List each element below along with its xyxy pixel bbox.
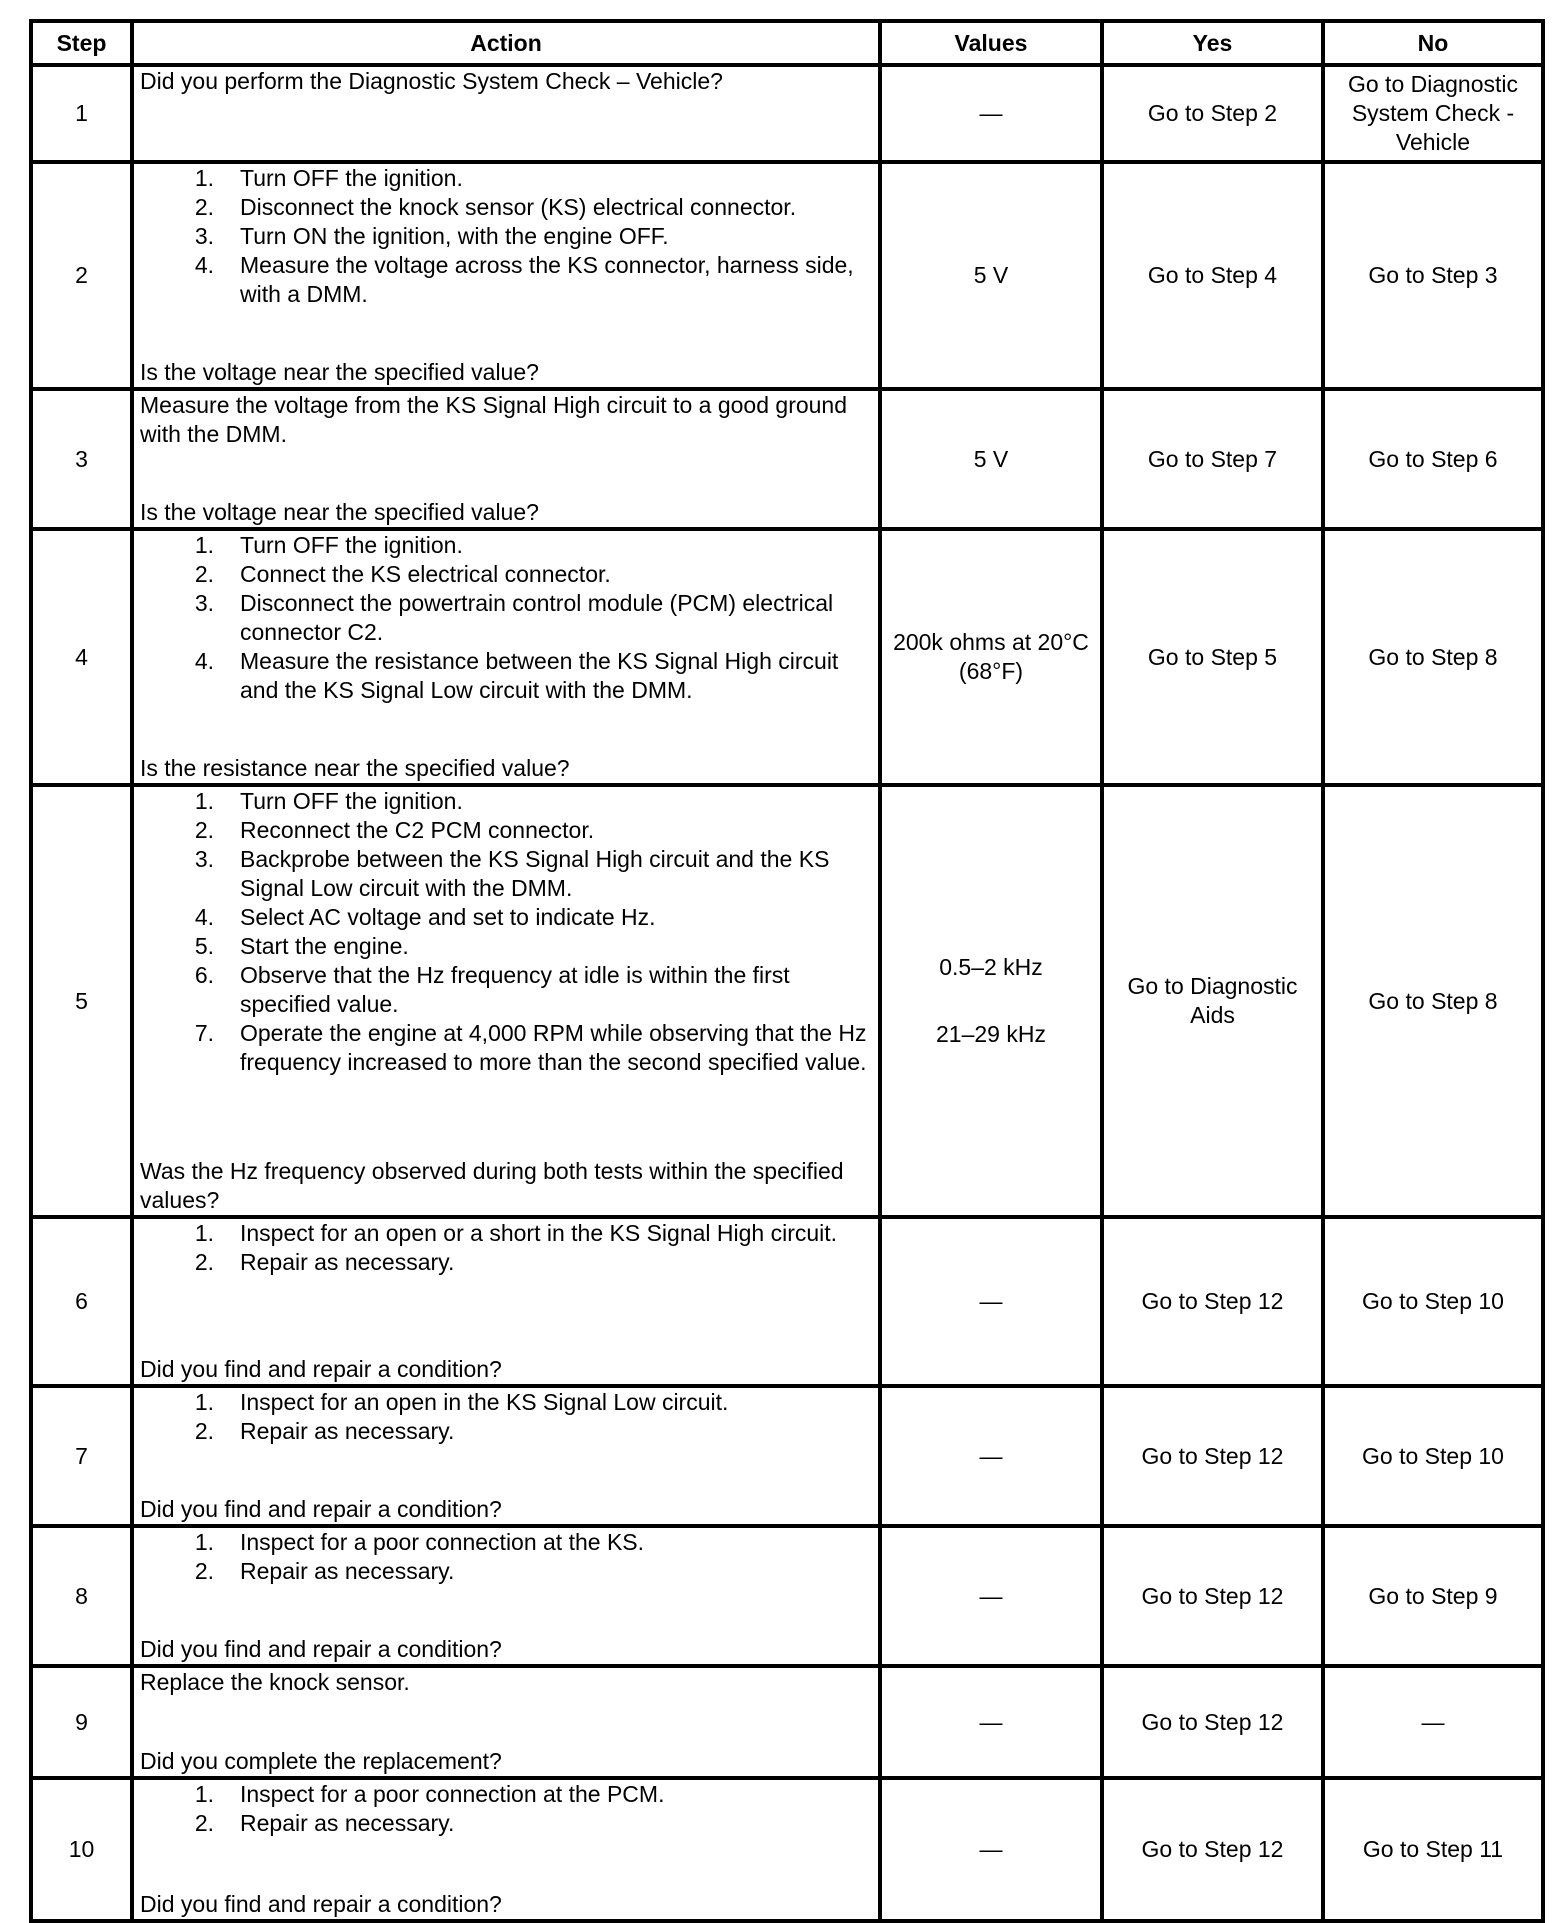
- table-row: [31, 1778, 1543, 1921]
- step-number: 5: [31, 785, 132, 1217]
- action-text: Did you perform the Diagnostic System Check – Vehicle?: [140, 68, 723, 94]
- yes-cell: Go to Step 2: [1102, 65, 1323, 162]
- action-steps-list: [140, 531, 872, 705]
- action-step-text: Inspect for an open in the KS Signal Low circuit.: [240, 1389, 729, 1415]
- action-cell: [132, 1778, 880, 1921]
- values-cell: [880, 785, 1102, 1217]
- action-step: [140, 164, 872, 193]
- action-step-text: Inspect for an open or a short in the KS Signal High circuit.: [240, 1220, 838, 1246]
- action-content: [140, 1780, 872, 1919]
- action-step-text: Reconnect the C2 PCM connector.: [240, 817, 595, 843]
- table-body: [31, 65, 1543, 1921]
- header-yes: Yes: [1102, 21, 1323, 65]
- action-cell: [132, 1526, 880, 1666]
- action-step: [140, 787, 872, 816]
- action-instructions: [140, 1219, 872, 1277]
- spec-value: 0.5–2 kHz: [939, 954, 1043, 980]
- spec-value: —: [979, 1288, 1003, 1314]
- step-number: 8: [31, 1526, 132, 1666]
- action-instructions: [140, 1388, 872, 1446]
- action-steps-list: [140, 164, 872, 309]
- action-step-number: 2.: [194, 1558, 214, 1584]
- yes-cell: Go to Diagnostic Aids: [1102, 785, 1323, 1217]
- table-row: [31, 1666, 1543, 1778]
- action-steps-list: [140, 1219, 872, 1277]
- yes-cell: Go to Step 12: [1102, 1217, 1323, 1386]
- action-step-number: 3.: [194, 590, 214, 616]
- action-content: [140, 1668, 872, 1776]
- action-step: [140, 560, 872, 589]
- action-step: [140, 903, 872, 932]
- no-cell: Go to Step 10: [1323, 1386, 1543, 1526]
- step-number: 3: [31, 389, 132, 529]
- action-step: [140, 1809, 872, 1838]
- no-cell: Go to Diagnostic System Check - Vehicle: [1323, 65, 1543, 162]
- action-step: [140, 251, 872, 309]
- action-step: [140, 647, 872, 705]
- action-step: [140, 1780, 872, 1809]
- action-steps-list: [140, 1388, 872, 1446]
- action-cell: [132, 389, 880, 529]
- no-cell: Go to Step 8: [1323, 529, 1543, 785]
- action-step-text: Backprobe between the KS Signal High circuit and the KS Signal Low circuit with the DMM.: [240, 846, 830, 901]
- action-question: Did you complete the replacement?: [140, 1748, 502, 1774]
- no-cell: Go to Step 9: [1323, 1526, 1543, 1666]
- action-content: [140, 164, 872, 387]
- action-content: [140, 1388, 872, 1524]
- action-step: [140, 531, 872, 560]
- action-step-number: 4.: [194, 252, 214, 278]
- action-step: [140, 1528, 872, 1557]
- action-step-number: 1.: [194, 165, 214, 191]
- action-step-text: Disconnect the knock sensor (KS) electrical connector.: [240, 194, 797, 220]
- no-cell: Go to Step 3: [1323, 162, 1543, 389]
- action-step-number: 4.: [194, 648, 214, 674]
- action-step: [140, 589, 872, 647]
- action-step-text: Repair as necessary.: [240, 1249, 455, 1275]
- spec-value: —: [979, 1442, 1003, 1469]
- action-step-text: Select AC voltage and set to indicate Hz.: [240, 904, 656, 930]
- spec-value: 21–29 kHz: [936, 1021, 1046, 1047]
- spec-value: 200k ohms at 20°C (68°F): [893, 629, 1089, 684]
- action-content: [140, 787, 872, 1215]
- action-steps-list: [140, 787, 872, 1077]
- action-cell: [132, 1217, 880, 1386]
- action-step: [140, 1388, 872, 1417]
- action-content: [140, 1528, 872, 1664]
- table-row: [31, 1526, 1543, 1666]
- action-question: Did you find and repair a condition?: [140, 1636, 502, 1662]
- action-instructions: [140, 67, 872, 96]
- action-step-number: 2.: [194, 1418, 214, 1444]
- action-step: [140, 193, 872, 222]
- action-instructions: [140, 531, 872, 705]
- action-step-text: Inspect for a poor connection at the KS.: [240, 1529, 645, 1555]
- action-step: [140, 845, 872, 903]
- spec-value: —: [979, 1582, 1003, 1609]
- table-row: [31, 529, 1543, 785]
- no-cell: Go to Step 6: [1323, 389, 1543, 529]
- action-step-text: Measure the voltage across the KS connector, harness side, with a DMM.: [240, 252, 854, 307]
- values-cell: [880, 1386, 1102, 1526]
- action-step-number: 1.: [194, 1220, 214, 1246]
- action-question: Did you find and repair a condition?: [140, 1891, 502, 1917]
- action-step-text: Turn OFF the ignition.: [240, 788, 463, 814]
- action-step-number: 1.: [194, 1781, 214, 1807]
- values-cell: [880, 1526, 1102, 1666]
- yes-cell: Go to Step 12: [1102, 1526, 1323, 1666]
- action-question: Is the voltage near the specified value?: [140, 359, 539, 385]
- yes-cell: Go to Step 5: [1102, 529, 1323, 785]
- no-cell: Go to Step 11: [1323, 1778, 1543, 1921]
- action-step: [140, 222, 872, 251]
- spec-value: —: [979, 1708, 1003, 1735]
- spec-value: 5 V: [973, 262, 1009, 288]
- action-steps-list: [140, 1780, 872, 1838]
- header-action: Action: [132, 21, 880, 65]
- action-step-text: Repair as necessary.: [240, 1558, 455, 1584]
- yes-cell: Go to Step 4: [1102, 162, 1323, 389]
- no-cell: Go to Step 8: [1323, 785, 1543, 1217]
- action-step-text: Operate the engine at 4,000 RPM while observing that the Hz frequency increased to more than the second specified value.: [240, 1020, 867, 1075]
- action-step-text: Start the engine.: [240, 933, 409, 959]
- spec-value: —: [979, 100, 1003, 126]
- action-step-text: Turn OFF the ignition.: [240, 165, 463, 191]
- step-number: 1: [31, 65, 132, 162]
- action-text: Measure the voltage from the KS Signal High circuit to a good ground with the DMM.: [140, 392, 848, 447]
- action-instructions: [140, 391, 872, 449]
- action-step-text: Repair as necessary.: [240, 1418, 455, 1444]
- action-cell: [132, 529, 880, 785]
- diagnostic-table: [29, 19, 1545, 1923]
- yes-cell: Go to Step 7: [1102, 389, 1323, 529]
- action-step-number: 1.: [194, 1389, 214, 1415]
- action-step: [140, 932, 872, 961]
- table-row: [31, 1217, 1543, 1386]
- action-step-text: Observe that the Hz frequency at idle is within the first specified value.: [240, 962, 790, 1017]
- values-cell: [880, 389, 1102, 529]
- spec-value: 5 V: [973, 445, 1009, 472]
- action-instructions: [140, 164, 872, 309]
- action-instructions: [140, 1528, 872, 1586]
- action-step-number: 2.: [194, 1249, 214, 1275]
- header-row: [31, 21, 1543, 65]
- action-step: [140, 816, 872, 845]
- action-step-text: Turn ON the ignition, with the engine OFF.: [240, 223, 669, 249]
- action-step-text: Connect the KS electrical connector.: [240, 561, 611, 587]
- action-instructions: [140, 787, 872, 1077]
- values-cell: [880, 65, 1102, 162]
- action-step-number: 6.: [194, 962, 214, 988]
- action-step-text: Turn OFF the ignition.: [240, 532, 463, 558]
- action-step: [140, 1557, 872, 1586]
- no-cell: —: [1323, 1666, 1543, 1778]
- action-step: [140, 961, 872, 1019]
- values-cell: [880, 1778, 1102, 1921]
- action-cell: [132, 1666, 880, 1778]
- action-content: [140, 531, 872, 783]
- no-cell: Go to Step 10: [1323, 1217, 1543, 1386]
- yes-cell: Go to Step 12: [1102, 1666, 1323, 1778]
- action-cell: [132, 65, 880, 162]
- action-step-number: 1.: [194, 1529, 214, 1555]
- values-cell: [880, 162, 1102, 389]
- header-values: Values: [880, 21, 1102, 65]
- action-content: [140, 1219, 872, 1384]
- step-number: 9: [31, 1666, 132, 1778]
- step-number: 6: [31, 1217, 132, 1386]
- action-instructions: [140, 1780, 872, 1838]
- action-step-text: Repair as necessary.: [240, 1810, 455, 1836]
- action-question: Did you find and repair a condition?: [140, 1496, 502, 1522]
- action-step-number: 2.: [194, 1810, 214, 1836]
- action-question: Did you find and repair a condition?: [140, 1356, 502, 1382]
- action-question: Is the resistance near the specified value?: [140, 755, 570, 781]
- spec-value: —: [979, 1836, 1003, 1862]
- step-number: 10: [31, 1778, 132, 1921]
- action-step: [140, 1248, 872, 1277]
- header-no: No: [1323, 21, 1543, 65]
- action-cell: [132, 785, 880, 1217]
- action-step-number: 2.: [194, 194, 214, 220]
- action-step-text: Measure the resistance between the KS Signal High circuit and the KS Signal Low circuit with the DMM.: [240, 648, 839, 703]
- table-row: [31, 65, 1543, 162]
- action-step: [140, 1019, 872, 1077]
- action-step-number: 3.: [194, 846, 214, 872]
- action-step-number: 2.: [194, 561, 214, 587]
- table-row: [31, 1386, 1543, 1526]
- table-row: [31, 785, 1543, 1217]
- action-step-text: Inspect for a poor connection at the PCM.: [240, 1781, 665, 1807]
- step-number: 4: [31, 529, 132, 785]
- action-content: [140, 67, 872, 160]
- action-step-number: 1.: [194, 788, 214, 814]
- action-question: Is the voltage near the specified value?: [140, 499, 539, 525]
- yes-cell: Go to Step 12: [1102, 1778, 1323, 1921]
- step-number: 7: [31, 1386, 132, 1526]
- action-cell: [132, 162, 880, 389]
- action-steps-list: [140, 1528, 872, 1586]
- header-step: Step: [31, 21, 132, 65]
- action-step: [140, 1417, 872, 1446]
- action-step-number: 4.: [194, 904, 214, 930]
- values-cell: [880, 1666, 1102, 1778]
- action-step-number: 3.: [194, 223, 214, 249]
- action-step-text: Disconnect the powertrain control module (PCM) electrical connector C2.: [240, 590, 834, 645]
- action-content: [140, 391, 872, 527]
- step-number: 2: [31, 162, 132, 389]
- values-cell: [880, 529, 1102, 785]
- yes-cell: Go to Step 12: [1102, 1386, 1323, 1526]
- action-step-number: 5.: [194, 933, 214, 959]
- table-row: [31, 389, 1543, 529]
- action-text: Replace the knock sensor.: [140, 1669, 410, 1695]
- action-instructions: [140, 1668, 872, 1697]
- action-question: Was the Hz frequency observed during both tests within the specified values?: [140, 1158, 844, 1213]
- table-row: [31, 162, 1543, 389]
- action-cell: [132, 1386, 880, 1526]
- action-step-number: 2.: [194, 817, 214, 843]
- values-cell: [880, 1217, 1102, 1386]
- action-step: [140, 1219, 872, 1248]
- action-step-number: 1.: [194, 532, 214, 558]
- action-step-number: 7.: [194, 1020, 214, 1046]
